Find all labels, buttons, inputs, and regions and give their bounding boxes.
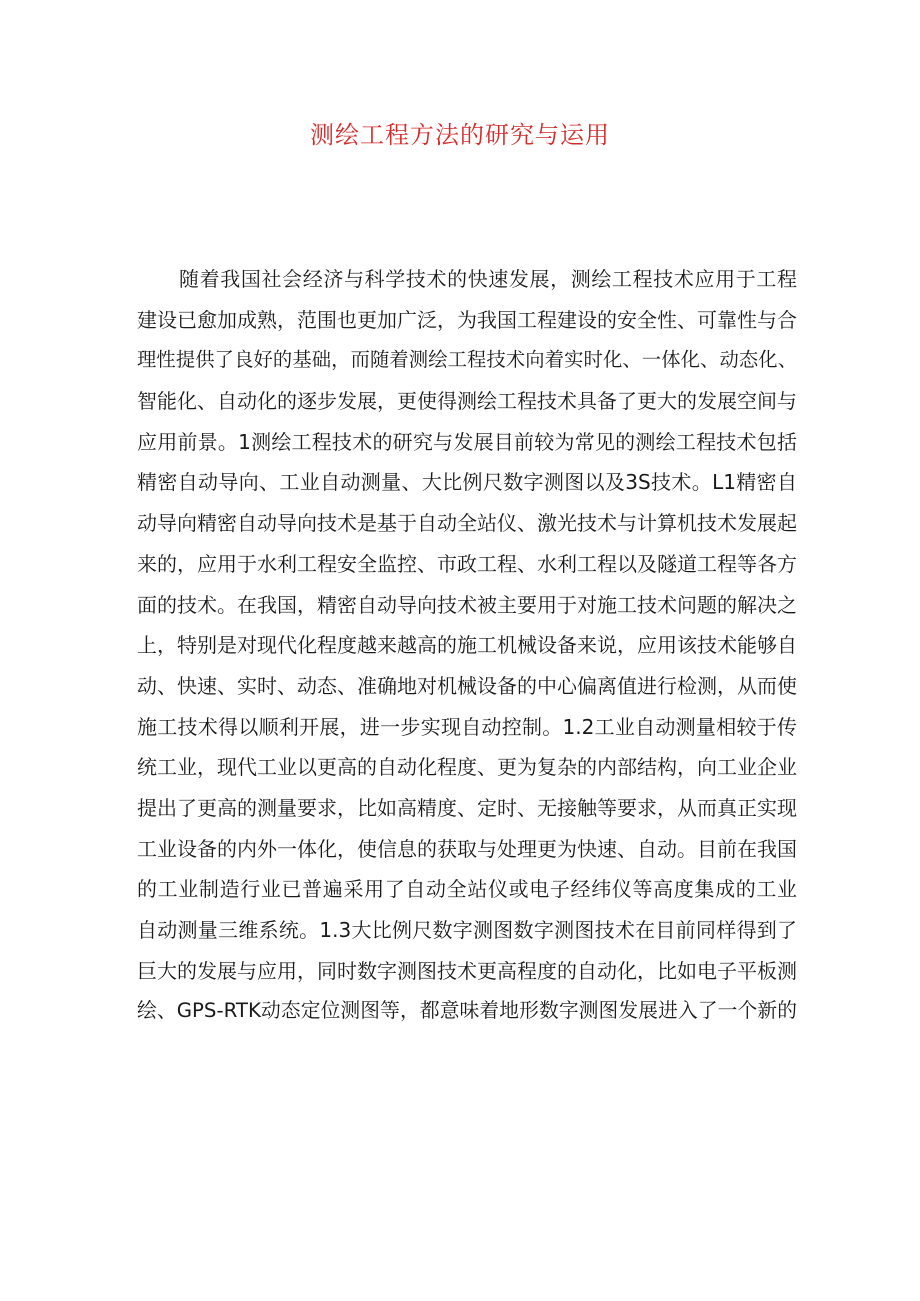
paragraph-line: 随着我国社会经济与科学技术的快速发展，测绘工程技术应用于工程	[179, 267, 797, 291]
paragraph-line: 动导向精密自动导向技术是基于自动全站仪、激光技术与计算机技术发展起	[137, 511, 797, 536]
paragraph-line: 提出了更高的测量要求，比如高精度、定时、无接触等要求，从而真正实现	[137, 795, 797, 820]
paragraph-line: 工业设备的内外一体化，使信息的获取与处理更为快速、自动。目前在我国	[137, 836, 797, 861]
paragraph-line: 自动测量三维系统。1.3大比例尺数字测图数字测图技术在目前同样得到了	[137, 918, 797, 942]
paragraph-line: 精密自动导向、工业自动测量、大比例尺数字测图以及3S技术。L1精密自	[137, 470, 797, 495]
paragraph-line: 来的，应用于水利工程安全监控、市政工程、水利工程以及隧道工程等各方	[137, 551, 797, 576]
paragraph-line: 统工业，现代工业以更高的自动化程度、更为复杂的内部结构，向工业企业	[137, 755, 797, 780]
paragraph-line: 的工业制造行业已普遍采用了自动全站仪或电子经纬仪等高度集成的工业	[137, 877, 797, 902]
paragraph-line: 动、快速、实时、动态、准确地对机械设备的中心偏离值进行检测，从而使	[137, 673, 797, 698]
paragraph-line: 智能化、自动化的逐步发展，更使得测绘工程技术具备了更大的发展空间与	[137, 389, 797, 414]
body-paragraph	[137, 259, 797, 1032]
paragraph-line: 上，特别是对现代化程度越来越高的施工机械设备来说，应用该技术能够自	[137, 633, 797, 658]
paragraph-line: 建设已愈加成熟，范围也更加广泛，为我国工程建设的安全性、可靠性与合	[137, 307, 797, 332]
paragraph-line: 理性提供了良好的基础，而随着测绘工程技术向着实时化、一体化、动态化、	[137, 348, 797, 372]
document-title: 测绘工程方法的研究与运用	[310, 121, 610, 149]
paragraph-line: 面的技术。在我国，精密自动导向技术被主要用于对施工技术问题的解决之	[137, 592, 797, 617]
paragraph-line: 绘、GPS-RTK动态定位测图等，都意味着地形数字测图发展进入了一个新的	[137, 999, 797, 1023]
paragraph-line: 巨大的发展与应用，同时数字测图技术更高程度的自动化，比如电子平板测	[137, 958, 797, 983]
paragraph-line: 应用前景。1测绘工程技术的研究与发展目前较为常见的测绘工程技术包括	[137, 429, 797, 454]
paragraph-line: 施工技术得以顺利开展，进一步实现自动控制。1.2工业自动测量相较于传	[137, 714, 797, 739]
